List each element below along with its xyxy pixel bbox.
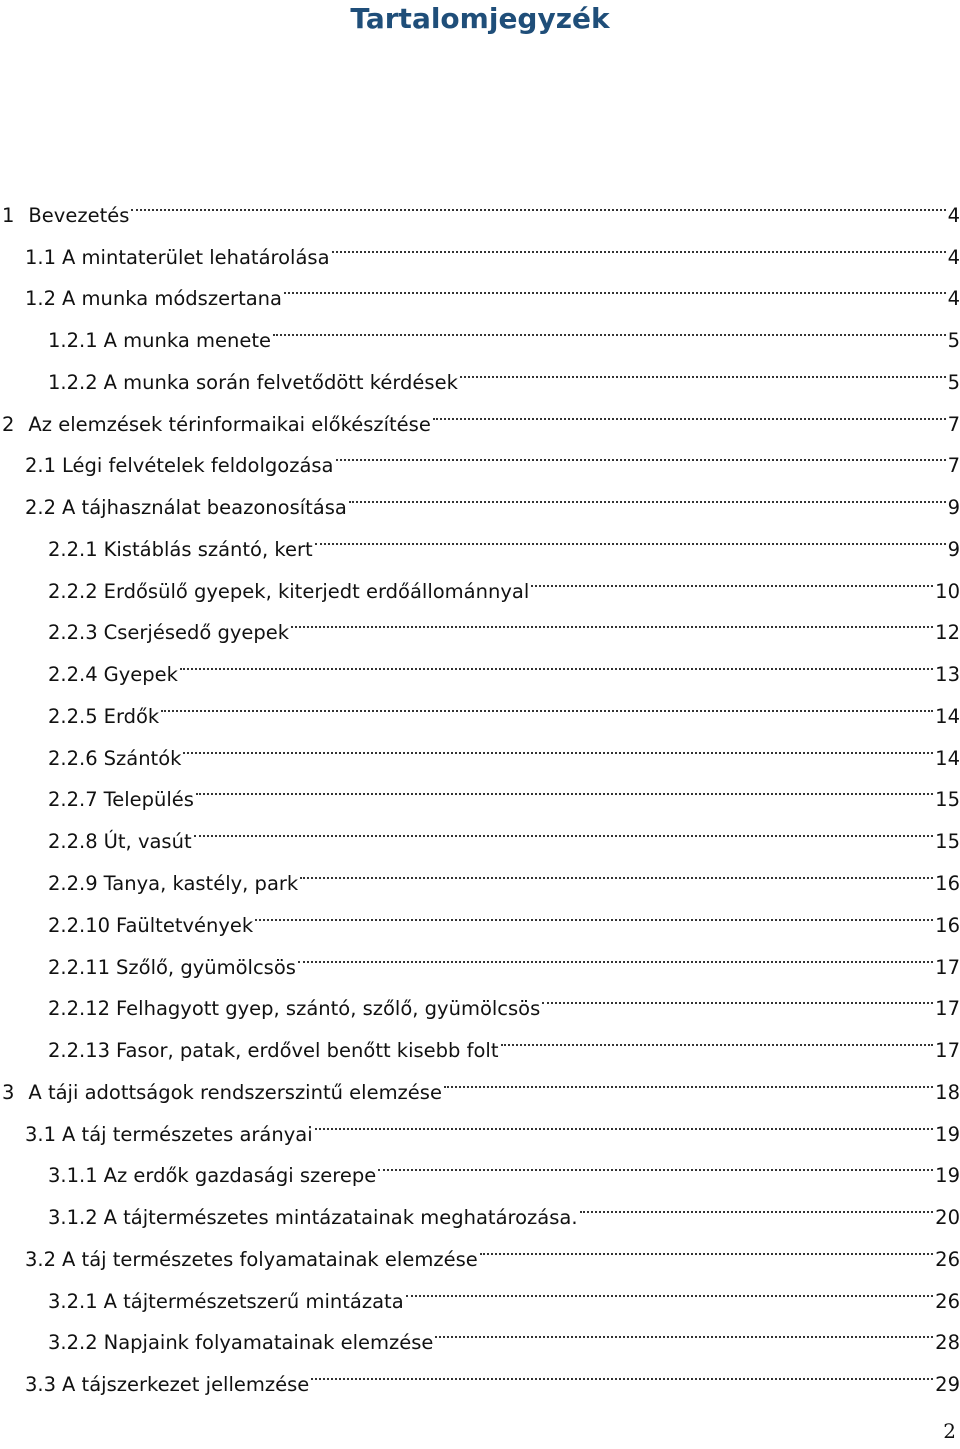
toc-entry-title: A táj természetes arányai xyxy=(62,1122,313,1146)
toc-entry-number: 2.2.1 xyxy=(48,537,98,561)
dot-leader xyxy=(291,598,933,640)
dot-leader xyxy=(460,347,946,389)
toc-entry[interactable] xyxy=(0,222,960,269)
dot-leader xyxy=(580,1182,934,1224)
toc-entry-page: 28 xyxy=(935,1331,960,1355)
toc-entry-page: 19 xyxy=(935,1164,960,1188)
toc-entry-number: 1.2 xyxy=(25,287,57,311)
toc-entry-number: 2.2.8 xyxy=(48,830,98,854)
toc-entry-page: 17 xyxy=(935,1039,960,1063)
toc-entry-title: Napjaink folyamatainak elemzése xyxy=(103,1331,434,1355)
toc-entry-title: Út, vasút xyxy=(103,830,192,854)
dot-leader xyxy=(161,681,933,723)
toc-entry-number: 3.2.1 xyxy=(48,1289,98,1313)
toc-entry-number: 2.2.6 xyxy=(48,746,98,770)
toc-entry-number: 2.2.3 xyxy=(48,621,98,645)
toc-entry-title: A munka menete xyxy=(103,329,271,353)
toc-entry-page: 9 xyxy=(947,496,960,520)
toc-entry-title: Az erdők gazdasági szerepe xyxy=(103,1164,377,1188)
toc-entry-number: 1.2.2 xyxy=(48,370,98,394)
toc-entry-page: 14 xyxy=(935,746,960,770)
toc-entry-page: 5 xyxy=(947,329,960,353)
toc-entry-title: Faültetvények xyxy=(116,913,254,937)
toc-entry-page: 20 xyxy=(935,1206,960,1230)
toc-entry-number: 2.2.4 xyxy=(48,663,98,687)
toc-entry-page: 14 xyxy=(935,704,960,728)
dot-leader xyxy=(349,472,946,514)
dot-leader xyxy=(298,932,933,974)
toc-entry-number: 3.3 xyxy=(25,1373,57,1397)
toc-entry-title: Erdősülő gyepek, kiterjedt erdőállománnyal xyxy=(103,579,530,603)
document-title: Tartalomjegyzék xyxy=(350,2,610,35)
dot-leader xyxy=(255,890,933,932)
toc-entry-page: 4 xyxy=(947,203,960,227)
toc-entry-title: Kistáblás szántó, kert xyxy=(103,537,313,561)
dot-leader xyxy=(501,1015,934,1057)
toc-entry-page: 16 xyxy=(935,913,960,937)
toc-entry-page: 16 xyxy=(935,872,960,896)
toc-entry-page: 4 xyxy=(947,287,960,311)
toc-entry-title: Település xyxy=(103,788,194,812)
toc-entry-title: Gyepek xyxy=(103,663,178,687)
toc-entry-page: 18 xyxy=(935,1080,960,1104)
toc-entry-page: 26 xyxy=(935,1289,960,1313)
toc-entry-title: A tájhasználat beazonosítása xyxy=(62,496,347,520)
toc-entry[interactable] xyxy=(0,180,960,227)
toc-entry-number: 3.2.2 xyxy=(48,1331,98,1355)
toc-entry-title: Erdők xyxy=(103,704,160,728)
dot-leader xyxy=(531,556,933,598)
toc-entry-number: 1.1 xyxy=(25,245,57,269)
toc-entry-page: 29 xyxy=(935,1373,960,1397)
toc-entry-number: 2.2 xyxy=(25,496,57,520)
dot-leader xyxy=(315,514,946,556)
toc-entry-title: Szántók xyxy=(103,746,182,770)
toc-entry-title: Légi felvételek feldolgozása xyxy=(62,454,334,478)
dot-leader xyxy=(196,765,933,807)
toc-entry-page: 7 xyxy=(947,412,960,436)
toc-entry-title: Fasor, patak, erdővel benőtt kisebb folt xyxy=(116,1039,499,1063)
toc-entry-title: A munka módszertana xyxy=(62,287,282,311)
toc-entry-number: 2.2.7 xyxy=(48,788,98,812)
toc-entry-title: Cserjésedő gyepek xyxy=(103,621,290,645)
dot-leader xyxy=(180,639,933,681)
toc-entry-title: A tájtermészetes mintázatainak meghatározása. xyxy=(103,1206,578,1230)
dot-leader xyxy=(480,1224,933,1266)
toc-entry-page: 12 xyxy=(935,621,960,645)
dot-leader xyxy=(273,305,946,347)
dot-leader xyxy=(131,180,945,222)
dot-leader xyxy=(183,723,933,765)
toc-entry-page: 15 xyxy=(935,830,960,854)
toc-entry-number: 2.2.10 xyxy=(48,913,111,937)
dot-leader xyxy=(435,1308,933,1350)
toc-entry-number: 2.2.13 xyxy=(48,1039,111,1063)
toc-entry-number: 2.2.5 xyxy=(48,704,98,728)
dot-leader xyxy=(332,222,946,264)
toc-entry-title: Bevezetés xyxy=(28,203,130,227)
toc-entry-title: A tájszerkezet jellemzése xyxy=(62,1373,310,1397)
toc-entry-number: 2.2.9 xyxy=(48,872,98,896)
toc-entry-number: 3.2 xyxy=(25,1247,57,1271)
dot-leader xyxy=(433,389,946,431)
toc-entry-page: 26 xyxy=(935,1247,960,1271)
toc-entry-page: 19 xyxy=(935,1122,960,1146)
dot-leader xyxy=(378,1141,933,1183)
toc-entry-title: Az elemzések térinformaikai előkészítése xyxy=(28,412,431,436)
toc-entry-page: 10 xyxy=(935,579,960,603)
dot-leader xyxy=(444,1057,933,1099)
dot-leader xyxy=(284,264,946,306)
toc-entry-title: A tájtermészetszerű mintázata xyxy=(103,1289,404,1313)
toc-entry-title: Szőlő, gyümölcsös xyxy=(116,955,296,979)
toc-entry-number: 1.2.1 xyxy=(48,329,98,353)
dot-leader xyxy=(406,1266,934,1308)
toc-entry-number: 2.2.2 xyxy=(48,579,98,603)
dot-leader xyxy=(315,1099,934,1141)
toc-entry-page: 7 xyxy=(947,454,960,478)
toc-entry-page: 9 xyxy=(947,537,960,561)
toc-entry-number: 2.2.11 xyxy=(48,955,111,979)
toc-entry-number: 2.2.12 xyxy=(48,997,111,1021)
dot-leader xyxy=(194,806,934,848)
toc-entry-title: A munka során felvetődött kérdések xyxy=(103,370,458,394)
page-number: 2 xyxy=(943,1419,956,1443)
toc-entry-title: A mintaterület lehatárolása xyxy=(62,245,330,269)
toc-entry-title: A táji adottságok rendszerszintű elemzése xyxy=(28,1080,442,1104)
toc-entry-number: 2 xyxy=(2,412,15,436)
toc-entry-title: A táj természetes folyamatainak elemzése xyxy=(62,1247,478,1271)
dot-leader xyxy=(311,1349,933,1391)
toc-entry-page: 17 xyxy=(935,955,960,979)
toc-entry-page: 5 xyxy=(947,370,960,394)
toc-entry-number: 3.1 xyxy=(25,1122,57,1146)
toc-entry-number: 3.1.1 xyxy=(48,1164,98,1188)
toc-entry-page: 15 xyxy=(935,788,960,812)
toc-entry-number: 2.1 xyxy=(25,454,57,478)
toc-entry-number: 3.1.2 xyxy=(48,1206,98,1230)
toc-entry-page: 13 xyxy=(935,663,960,687)
toc-entry-title: Felhagyott gyep, szántó, szőlő, gyümölcsös xyxy=(116,997,541,1021)
toc-entry-number: 1 xyxy=(2,203,15,227)
toc-entry-title: Tanya, kastély, park xyxy=(103,872,299,896)
toc-entry-number: 3 xyxy=(2,1080,15,1104)
dot-leader xyxy=(336,431,946,473)
toc-entry-page: 4 xyxy=(947,245,960,269)
dot-leader xyxy=(300,848,933,890)
dot-leader xyxy=(542,974,933,1016)
toc-entry-page: 17 xyxy=(935,997,960,1021)
table-of-contents xyxy=(0,180,960,1397)
